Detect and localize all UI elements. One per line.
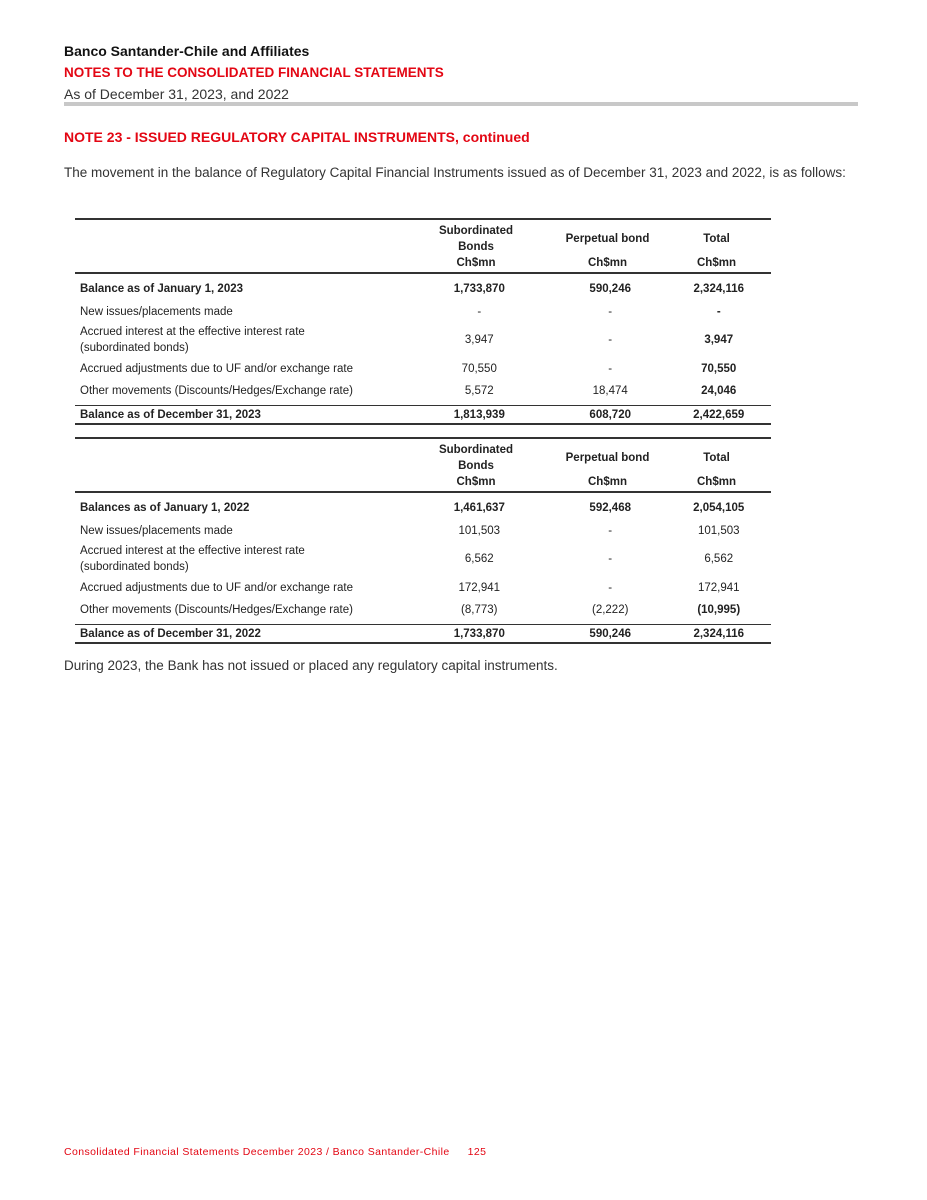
closing-paragraph: During 2023, the Bank has not issued or placed any regulatory capital instruments. [64, 658, 558, 673]
table-row: New issues/placements made 101,503 - 101,503 [80, 525, 740, 537]
col-total-header: Total [703, 452, 730, 464]
col-perpetual-unit: Ch$mn [588, 257, 627, 269]
notes-heading: NOTES TO THE CONSOLIDATED FINANCIAL STATEMENTS [64, 65, 444, 80]
col-total-header: Total [703, 233, 730, 245]
table-header [75, 218, 771, 274]
table-2023 [75, 218, 771, 425]
table-total-row: Balance as of December 31, 2022 1,733,870 590,246 2,324,116 [75, 624, 771, 644]
table-row: Balances as of January 1, 2022 1,461,637 592,468 2,054,105 [80, 502, 745, 514]
col-perpetual-header: Perpetual bond [565, 233, 650, 245]
report-date: As of December 31, 2023, and 2022 [64, 86, 289, 102]
table-total-row: Balance as of December 31, 2023 1,813,939 608,720 2,422,659 [75, 405, 771, 425]
note-title: NOTE 23 - ISSUED REGULATORY CAPITAL INSTRUMENTS, continued [64, 129, 530, 145]
table-row: Accrued adjustments due to UF and/or exchange rate 172,941 - 172,941 [80, 581, 740, 594]
footer-text: Consolidated Financial Statements December 2023 / Banco Santander-Chile [64, 1146, 450, 1158]
col-total-unit: Ch$mn [697, 257, 736, 269]
intro-paragraph: The movement in the balance of Regulatory Capital Financial Instruments issued as of December 31, 2023 and 2022, is as follows: [64, 165, 846, 180]
col-perpetual-header: Perpetual bond [565, 452, 650, 464]
table-2022 [75, 437, 771, 644]
table-row: Balance as of January 1, 2023 1,733,870 590,246 2,324,116 [80, 283, 744, 295]
table-row: Other movements (Discounts/Hedges/Exchange rate) 5,572 18,474 24,046 [80, 385, 737, 397]
table-header [75, 437, 771, 493]
table-row: Accrued interest at the effective interest rate (subordinated bonds) 3,947 - 3,947 [80, 326, 734, 354]
table-row: Accrued interest at the effective interest rate (subordinated bonds) 6,562 - 6,562 [80, 545, 734, 573]
table-row: Other movements (Discounts/Hedges/Exchange rate) (8,773) (2,222) (10,995) [80, 604, 741, 616]
col-subordinated-header: Subordinated Bonds Ch$mn [438, 225, 514, 269]
table-row: Accrued adjustments due to UF and/or exchange rate 70,550 - 70,550 [80, 362, 737, 375]
page-footer [64, 1146, 486, 1158]
header-divider [64, 102, 858, 106]
col-total-unit: Ch$mn [697, 476, 736, 488]
table-row: New issues/placements made - - - [80, 306, 721, 318]
col-perpetual-unit: Ch$mn [588, 476, 627, 488]
page-number: 125 [467, 1146, 487, 1158]
col-subordinated-header: Subordinated Bonds Ch$mn [438, 444, 514, 488]
company-name: Banco Santander-Chile and Affiliates [64, 43, 310, 59]
